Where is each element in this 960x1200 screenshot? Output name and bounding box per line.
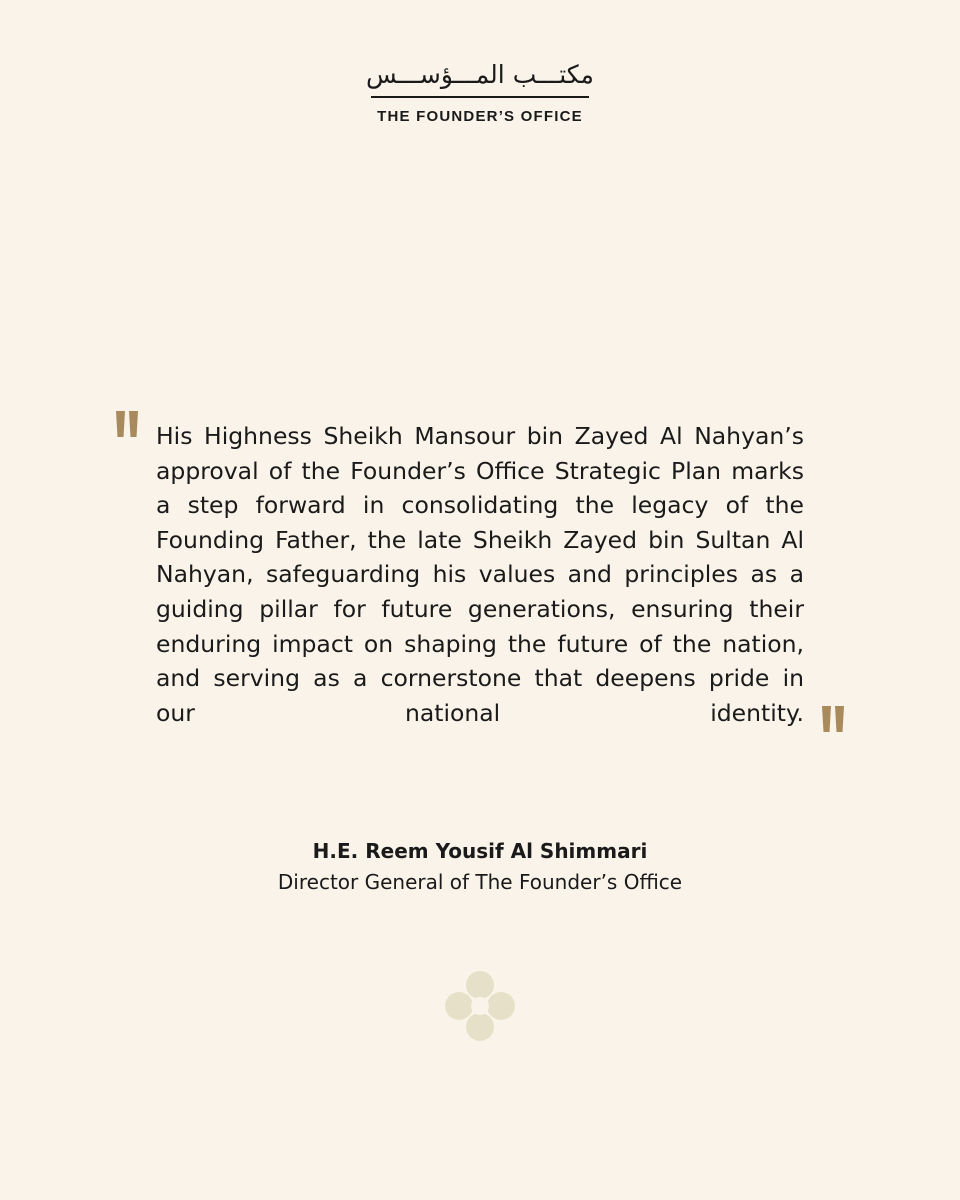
quote-text: His Highness Sheikh Mansour bin Zayed Al Nahyan’s approval of the Founder’s Office Strategic Plan marks a step forward in consolidating the legacy of the Founding Father, the late Sheikh Zayed bin Sultan Al Nahyan, safeguarding his values and principles as a guiding pillar for future generations, ensuring their enduring impact on shaping the future of the nation, and serving as a cornerstone that deepens pride in our national identity. xyxy=(156,422,804,727)
attribution xyxy=(0,836,960,898)
logo-english-name: THE FOUNDER’S OFFICE xyxy=(377,108,583,125)
quote-block xyxy=(156,419,804,730)
close-quote-icon xyxy=(822,706,846,732)
open-quote-icon xyxy=(116,411,140,437)
four-circle-emblem-icon xyxy=(444,970,516,1042)
attribution-name: H.E. Reem Yousif Al Shimmari xyxy=(312,839,648,863)
attribution-title: Director General of The Founder’s Office xyxy=(277,870,683,894)
logo xyxy=(0,58,960,125)
logo-arabic-name: مكتـــب المـــؤســـس xyxy=(366,60,594,89)
logo-divider xyxy=(371,96,589,98)
